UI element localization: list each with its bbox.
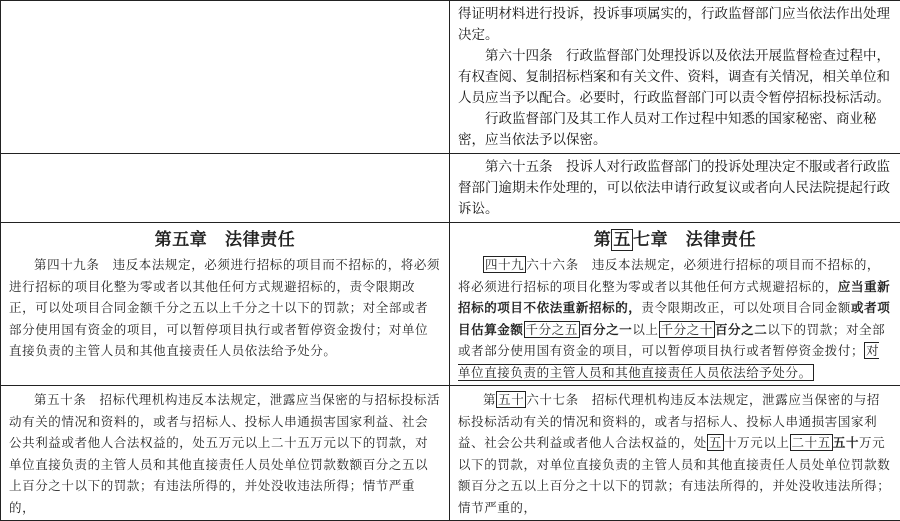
article-50-old: 第五十条 招标代理机构违反本法规定，泄露应当保密的与招标投标活动有关的情况和资料的，或者与招标人、投标人串通损害国家利益、社会公共利益或者他人合法权益的，处五万元以上二十五万元以下的罚款，对单位直接负责的主管人员和其他直接责任人员处单位罚款数额百分之五以上百分之十以下的罚款；有违法所得的，并处没收违法所得；情节严重的， xyxy=(9,389,441,518)
row3-left-cell xyxy=(1,223,450,386)
article-64: 第六十四条 行政监督部门处理投诉以及依法开展监督检查过程中，有权查阅、复制招标档案和有关文件、资料，调查有关情况，相关单位和人员应当予以配合。必要时，行政监督部门可以责令暂停招标投标活动。 xyxy=(458,46,892,109)
article-67-new: 第 五十 六十七条 招标代理机构违反本法规定，泄露应当保密的与招标投标活动有关的情况和资料的，或者与招标人、投标人串通损害国家利益、社会公共利益或者他人合法权益的，处 五 十万元以上 二十五 五十万元以下的罚款，对单位直接负责的主管人员和其他直接责任人员处单位罚款数额百分之五以上百分之十以下的罚款；有违法所得的，并处没收违法所得；情节严重的， xyxy=(458,389,892,518)
inserted-text: 百分之一 xyxy=(580,322,632,337)
deleted-text-box: 对单位直接负责的主管人员和其他直接责任人员依法给予处分。 xyxy=(458,342,879,381)
inserted-text: 五十 xyxy=(833,435,859,450)
deleted-text-box: 五十 xyxy=(496,391,526,408)
row4-right-cell xyxy=(450,386,900,521)
inserted-text: 应当重新招标的项目不依法重新招标的， xyxy=(458,279,890,316)
table-row xyxy=(1,223,900,386)
chapter-title-new: 第 五 七章 法律责任 xyxy=(458,228,892,252)
article-49-old: 第四十九条 违反本法规定，必须进行招标的项目而不招标的，将必须进行招标的项目化整为零或者以其他任何方式规避招标的，责令限期改正，可以处项目合同金额千分之五以上千分之十以下的罚款；对全部或者部分使用国有资金的项目，可以暂停项目执行或者暂停资金拨付；对单位直接负责的主管人员和其他直接责任人员依法给予处分。 xyxy=(9,254,441,362)
table-row xyxy=(1,154,900,223)
article-66-new: 四十九 六十六条 违反本法规定，必须进行招标的项目而不招标的，将必须进行招标的项目化整为零或者以其他任何方式规避招标的，应当重新招标的项目不依法重新招标的，责令限期改正，可以处项目合同金额或者项目估算金额 千分之五 百分之一以上 千分之十 百分之二以下的罚款；对全部或者部分使用国有资金的项目，可以暂停项目执行或者暂停资金拨付； 对单位直接负责的主管人员和其他直接责任人员依法给予处分。 xyxy=(458,254,892,383)
chapter-title-old: 第五章 法律责任 xyxy=(9,228,441,252)
table-row xyxy=(1,1,900,154)
deleted-text-box: 四十九 xyxy=(483,256,526,273)
deleted-text-box: 五 xyxy=(707,434,724,451)
row1-right-cell xyxy=(450,1,900,154)
row2-left-cell xyxy=(1,154,450,223)
table-row xyxy=(1,386,900,521)
article-65: 第六十五条 投诉人对行政监督部门的投诉处理决定不服或者行政监督部门逾期未作处理的，可以依法申请行政复议或者向人民法院提起行政诉讼。 xyxy=(458,157,892,220)
deleted-text-box: 千分之五 xyxy=(524,321,580,338)
row2-right-cell xyxy=(450,154,900,223)
deleted-text-box: 五 xyxy=(611,229,633,251)
row1-left-cell xyxy=(1,1,450,154)
inserted-text: 或者项目估算金额 xyxy=(458,300,890,337)
row4-left-cell xyxy=(1,386,450,521)
deleted-text-box: 千分之十 xyxy=(659,321,715,338)
article-64-confidentiality: 行政监督部门及其工作人员对工作过程中知悉的国家秘密、商业秘密，应当依法予以保密。 xyxy=(458,109,892,151)
deleted-text-box: 二十五 xyxy=(790,434,833,451)
row3-right-cell xyxy=(450,223,900,386)
article-63-tail: 得证明材料进行投诉，投诉事项属实的，行政监督部门应当依法作出处理决定。 xyxy=(458,4,892,46)
inserted-text: 百分之二 xyxy=(715,322,767,337)
